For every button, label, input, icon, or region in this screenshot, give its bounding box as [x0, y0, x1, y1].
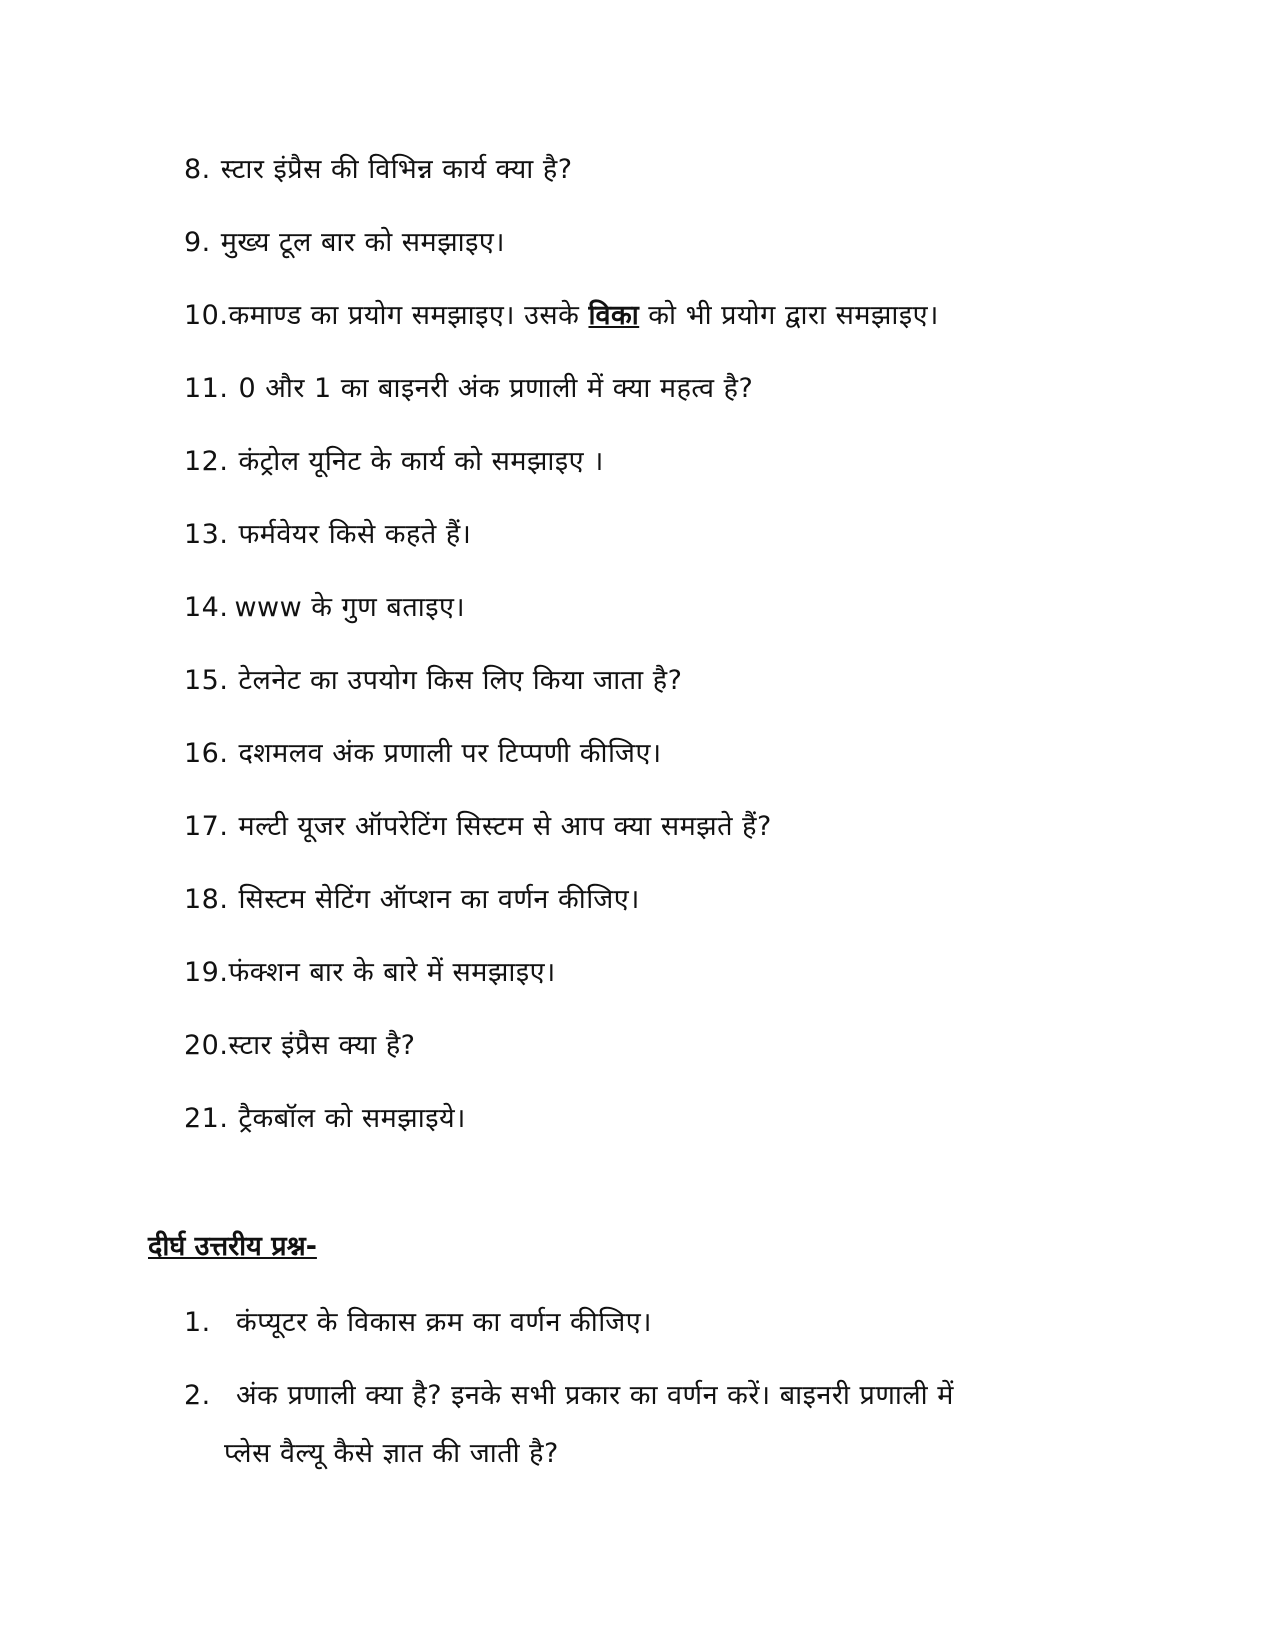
- question-text: मल्टी यूजर ऑपरेटिंग सिस्टम से आप क्या समझते हैं?: [238, 811, 772, 842]
- long-question-1: [184, 1306, 652, 1340]
- question-text: ट्रैकबॉल को समझाइये।: [238, 1103, 466, 1134]
- question-number: 11.: [184, 373, 229, 404]
- question-14: [184, 591, 465, 625]
- question-text: कंप्यूटर के विकास क्रम का वर्णन कीजिए।: [236, 1307, 652, 1338]
- question-number: 15.: [184, 665, 229, 696]
- question-text-post: को भी प्रयोग द्वारा समझाइए।: [639, 300, 939, 331]
- question-number: 8.: [184, 154, 211, 185]
- question-19: [184, 956, 556, 990]
- question-text: मुख्य टूल बार को समझाइए।: [220, 227, 506, 258]
- question-text: स्टार इंप्रैस की विभिन्न कार्य क्या है?: [220, 154, 573, 185]
- question-number: 21.: [184, 1103, 229, 1134]
- question-number: 13.: [184, 519, 229, 550]
- question-12: [184, 445, 604, 479]
- question-number: 20.: [184, 1030, 229, 1061]
- question-text: 0 और 1 का बाइनरी अंक प्रणाली में क्या महत्व है?: [238, 373, 754, 404]
- question-13: [184, 518, 471, 552]
- question-text: www के गुण बताइए।: [234, 592, 466, 623]
- question-21: [184, 1102, 466, 1136]
- question-text: दशमलव अंक प्रणाली पर टिप्पणी कीजिए।: [238, 738, 662, 769]
- question-16: [184, 737, 662, 771]
- question-11: [184, 372, 753, 406]
- question-number: 2.: [184, 1380, 211, 1411]
- question-15: [184, 664, 682, 698]
- question-number: 18.: [184, 884, 229, 915]
- question-number: 16.: [184, 738, 229, 769]
- question-text: स्टार इंप्रैस क्या है?: [228, 1030, 416, 1061]
- question-number: 9.: [184, 227, 211, 258]
- question-number: 17.: [184, 811, 229, 842]
- question-text: टेलनेट का उपयोग किस लिए किया जाता है?: [238, 665, 683, 696]
- question-text-continued: प्लेस वैल्यू कैसे ज्ञात की जाती है?: [224, 1438, 559, 1469]
- long-question-2: [184, 1379, 954, 1471]
- question-text: कंट्रोल यूनिट के कार्य को समझाइए ।: [238, 446, 604, 477]
- question-18: [184, 883, 640, 917]
- question-20: [184, 1029, 416, 1063]
- question-9: [184, 226, 505, 260]
- question-text-bold: विका: [588, 300, 640, 331]
- question-number: 19.: [184, 957, 229, 988]
- section-heading-long-questions: दीर्घ उत्तरीय प्रश्न-: [148, 1231, 317, 1262]
- question-text: फंक्शन बार के बारे में समझाइए।: [228, 957, 556, 988]
- question-17: [184, 810, 772, 844]
- question-number: 12.: [184, 446, 229, 477]
- question-text: अंक प्रणाली क्या है? इनके सभी प्रकार का वर्णन करें। बाइनरी प्रणाली में: [236, 1380, 954, 1411]
- question-number: 1.: [184, 1307, 211, 1338]
- question-number: 10.: [184, 300, 229, 331]
- question-10: [184, 299, 939, 333]
- question-number: 14.: [184, 592, 229, 623]
- question-text: सिस्टम सेटिंग ऑप्शन का वर्णन कीजिए।: [238, 884, 640, 915]
- question-8: [184, 153, 573, 187]
- question-text: फर्मवेयर किसे कहते हैं।: [238, 519, 472, 550]
- question-text-pre: कमाण्ड का प्रयोग समझाइए। उसके: [228, 300, 589, 331]
